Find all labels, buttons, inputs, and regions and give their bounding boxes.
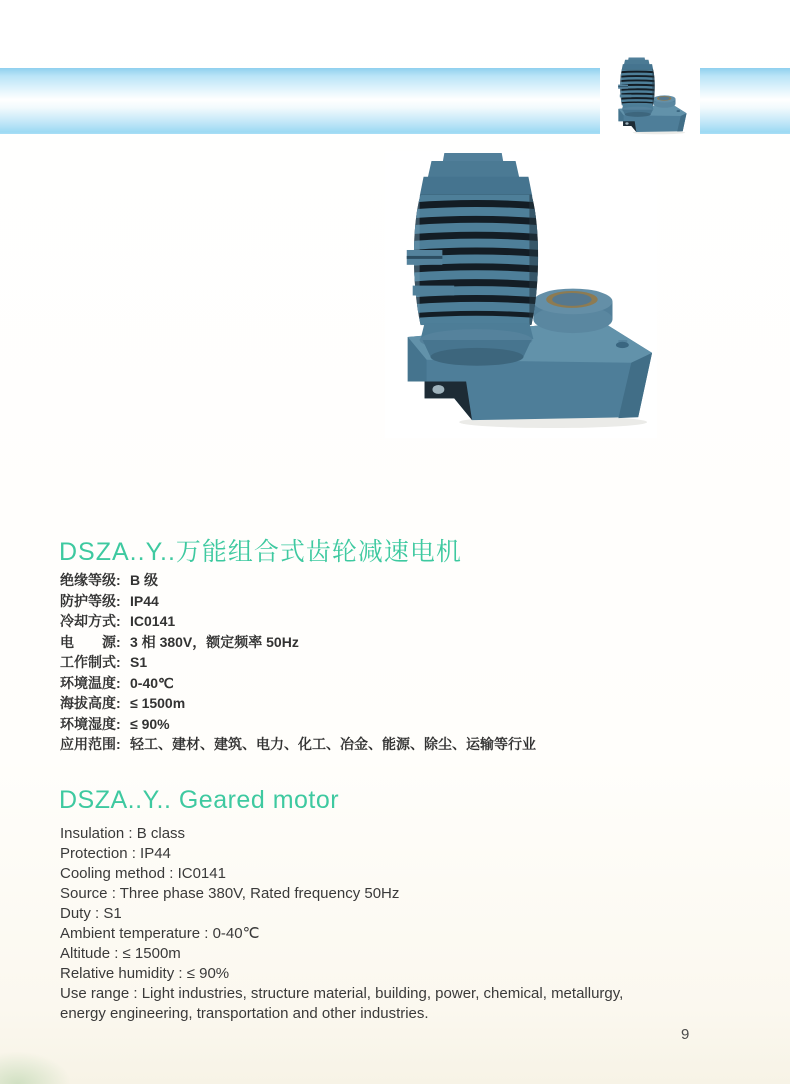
spec-value: B 级 xyxy=(130,572,158,588)
spec-value: ≤ 90% xyxy=(130,715,170,732)
en-line-insulation: Insulation : B class xyxy=(60,825,186,842)
spec-label: 电 源: xyxy=(60,633,121,650)
spec-value: IC0141 xyxy=(130,613,176,629)
spec-row-altitude-cn xyxy=(60,693,536,714)
spec-label: 海拔高度: xyxy=(60,695,121,711)
spec-row-cooling-cn xyxy=(60,611,536,632)
spec-value: S1 xyxy=(130,654,148,670)
page-number: 9 xyxy=(681,1026,690,1043)
spec-value: 3 相 380V，额定频率 50Hz xyxy=(130,633,299,650)
chinese-specs-list xyxy=(60,570,536,755)
spec-row-ambient-temp-cn xyxy=(60,673,536,694)
en-line-duty: Duty : S1 xyxy=(60,905,122,922)
spec-label: 冷却方式: xyxy=(60,613,121,629)
en-line-use-range-cont: energy engineering, transportation and other industries. xyxy=(60,1005,429,1022)
spec-label: 绝缘等级: xyxy=(60,572,121,588)
english-specs-list xyxy=(60,824,623,1024)
corner-scan-tint xyxy=(0,1052,70,1084)
spec-label: 环境温度: xyxy=(60,674,121,691)
spec-value: ≤ 1500m xyxy=(130,695,186,711)
en-line-protection: Protection : IP44 xyxy=(60,845,171,862)
en-line-source: Source : Three phase 380V, Rated frequency 50Hz xyxy=(60,885,400,902)
spec-label: 应用范围: xyxy=(60,736,121,752)
spec-row-duty-cn xyxy=(60,652,536,673)
spec-value: 轻工、建材、建筑、电力、化工、冶金、能源、除尘、运输等行业 xyxy=(130,736,536,752)
spec-row-protection-cn xyxy=(60,591,536,612)
spec-label: 防护等级: xyxy=(60,592,121,609)
spec-value: IP44 xyxy=(130,592,159,609)
spec-row-use-range-cn xyxy=(60,734,536,755)
spec-label: 工作制式: xyxy=(60,654,121,670)
spec-row-insulation-cn xyxy=(60,570,536,591)
main-product-photo xyxy=(385,151,657,438)
en-line-altitude: Altitude : ≤ 1500m xyxy=(60,945,181,962)
spec-value: 0-40℃ xyxy=(130,674,174,691)
en-line-cooling: Cooling method : IC0141 xyxy=(60,865,226,882)
spec-row-humidity-cn xyxy=(60,714,536,735)
geared-motor-thumbnail-image xyxy=(612,57,688,137)
en-line-use-range: Use range : Light industries, structure material, building, power, chemical, metallurgy, xyxy=(60,985,624,1002)
spec-row-source-cn xyxy=(60,632,536,653)
en-line-ambient-temp: Ambient temperature : 0-40℃ xyxy=(60,925,260,942)
chinese-section-heading: DSZA..Y..万能组合式齿轮减速电机 xyxy=(59,538,462,566)
english-section-heading: DSZA..Y.. Geared motor xyxy=(59,786,340,814)
en-line-humidity: Relative humidity : ≤ 90% xyxy=(60,965,230,982)
geared-motor-photo-image xyxy=(385,151,657,438)
spec-label: 环境湿度: xyxy=(60,715,121,732)
product-thumbnail-box xyxy=(600,33,700,140)
